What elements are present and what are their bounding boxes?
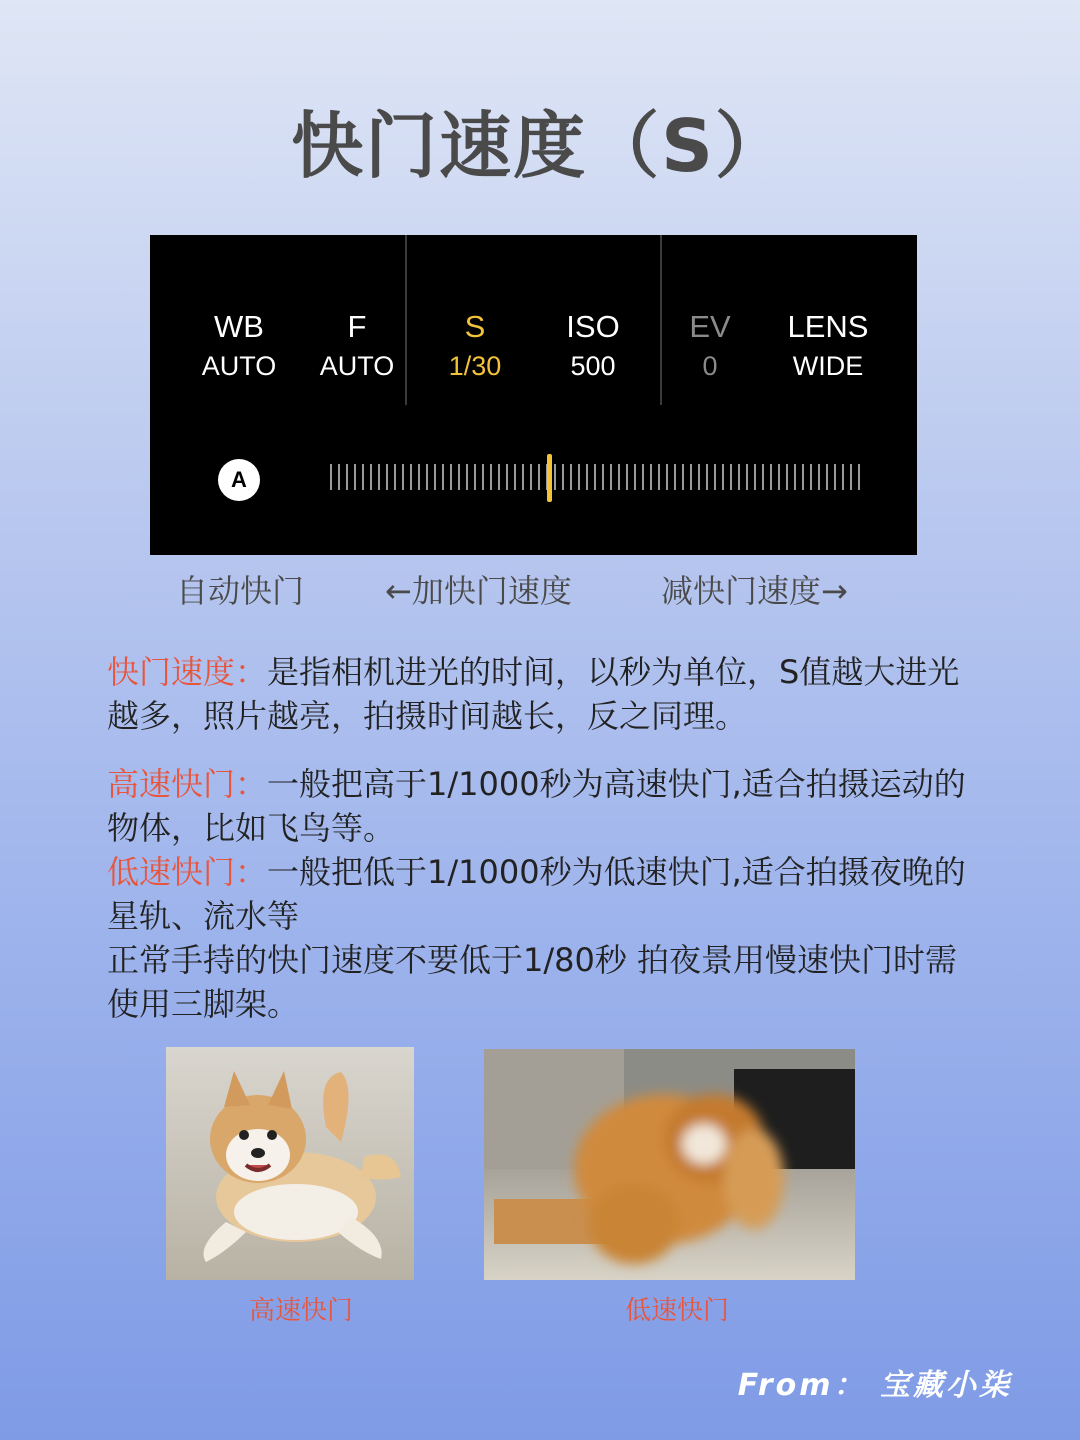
paragraph-text: 正常手持的快门速度不要低于1/80秒 拍夜景用慢速快门时需使用三脚架。 <box>107 941 958 1023</box>
slider-tick <box>794 464 796 490</box>
paragraph-high-speed <box>107 762 977 850</box>
slider-tick <box>786 464 788 490</box>
slider-tick <box>850 464 852 490</box>
slider-tick <box>674 464 676 490</box>
slider-tick <box>690 464 692 490</box>
slider-tick <box>658 464 660 490</box>
slider-tick <box>802 464 804 490</box>
slider-tick <box>842 464 844 490</box>
slider-tick <box>594 464 596 490</box>
slider-tick <box>482 464 484 490</box>
slider-tick <box>610 464 612 490</box>
slider-tick <box>522 464 524 490</box>
slider-tick <box>770 464 772 490</box>
slider-tick <box>666 464 668 490</box>
slider-tick <box>554 464 556 490</box>
slider-tick <box>698 464 700 490</box>
slider-tick <box>570 464 572 490</box>
low-speed-photo <box>484 1049 855 1280</box>
slider-tick <box>506 464 508 490</box>
slider-tick <box>426 464 428 490</box>
slider-tick <box>514 464 516 490</box>
low-speed-label: 低速快门 <box>624 1296 729 1326</box>
caption-auto: 自动快门 <box>176 572 305 610</box>
paragraph-text: 一般把高于1/1000秒为高速快门,适合拍摄运动的物体，比如飞鸟等。 <box>107 765 966 847</box>
slider-tick <box>434 464 436 490</box>
slider-tick <box>578 464 580 490</box>
param-wb[interactable] <box>179 307 299 385</box>
slider-tick <box>466 464 468 490</box>
shutter-speed-slider[interactable] <box>330 464 862 492</box>
param-value: AUTO <box>319 351 395 381</box>
slider-tick <box>490 464 492 490</box>
paragraph-low-speed <box>107 850 977 938</box>
param-f[interactable] <box>297 307 417 385</box>
slider-tick <box>738 464 740 490</box>
high-speed-photo <box>166 1047 414 1280</box>
slider-tick <box>442 464 444 490</box>
slider-tick <box>394 464 396 490</box>
camera-settings-panel <box>150 235 917 555</box>
blurred-dog-image <box>484 1049 855 1280</box>
slider-tick <box>386 464 388 490</box>
paragraph-label: 快门速度： <box>107 653 268 691</box>
slider-tick <box>338 464 340 490</box>
param-value: 0 <box>702 351 718 381</box>
slider-tick <box>706 464 708 490</box>
paragraph-label: 低速快门： <box>107 853 268 891</box>
slider-tick <box>498 464 500 490</box>
slider-tick <box>354 464 356 490</box>
param-ev[interactable] <box>650 307 770 385</box>
slider-tick <box>626 464 628 490</box>
slider-tick <box>778 464 780 490</box>
paragraph-label: 高速快门： <box>107 765 268 803</box>
slider-tick <box>458 464 460 490</box>
slider-tick <box>682 464 684 490</box>
slider-current-marker[interactable] <box>547 454 552 502</box>
param-key: ISO <box>566 309 620 344</box>
paragraph-text: 是指相机进光的时间，以秒为单位，S值越大进光越多，照片越亮，拍摄时间越长，反之同理。 <box>107 653 960 735</box>
param-s[interactable] <box>415 307 535 385</box>
slider-tick <box>362 464 364 490</box>
slider-tick <box>402 464 404 490</box>
auto-shutter-button[interactable]: A <box>218 459 260 501</box>
slider-tick <box>650 464 652 490</box>
slider-tick <box>714 464 716 490</box>
paragraph-handheld-tip <box>107 938 977 1026</box>
slider-tick <box>834 464 836 490</box>
slider-tick <box>810 464 812 490</box>
slider-tick <box>746 464 748 490</box>
param-value: AUTO <box>201 351 277 381</box>
slider-tick <box>418 464 420 490</box>
slider-tick <box>722 464 724 490</box>
param-key: S <box>464 309 486 344</box>
param-key: EV <box>689 309 731 344</box>
slider-tick <box>538 464 540 490</box>
param-value: 1/30 <box>448 351 502 381</box>
slider-tick <box>330 464 332 490</box>
slider-tick <box>618 464 620 490</box>
param-value: 500 <box>570 351 616 381</box>
slider-tick <box>586 464 588 490</box>
slider-tick <box>562 464 564 490</box>
page-title: 快门速度（S） <box>291 104 789 188</box>
param-value: WIDE <box>792 351 864 381</box>
slider-tick <box>730 464 732 490</box>
slider-tick <box>858 464 860 490</box>
paragraph-text: 一般把低于1/1000秒为低速快门,适合拍摄夜晚的星轨、流水等 <box>107 853 966 935</box>
author-credit: From： 宝藏小柒 <box>737 1368 1012 1403</box>
slider-tick <box>762 464 764 490</box>
slider-tick <box>530 464 532 490</box>
slider-tick <box>450 464 452 490</box>
slider-tick <box>370 464 372 490</box>
param-key: F <box>347 309 367 344</box>
caption-faster: ←加快门速度 <box>385 572 572 610</box>
high-speed-label: 高速快门 <box>248 1296 353 1326</box>
slider-tick <box>642 464 644 490</box>
param-key: WB <box>214 309 264 344</box>
param-lens[interactable] <box>768 307 888 385</box>
slider-tick <box>818 464 820 490</box>
slider-tick <box>754 464 756 490</box>
param-key: LENS <box>787 309 869 344</box>
param-iso[interactable] <box>533 307 653 385</box>
sharp-dog-image <box>166 1047 414 1280</box>
slider-tick <box>346 464 348 490</box>
caption-slower: 减快门速度→ <box>661 572 848 610</box>
slider-tick <box>634 464 636 490</box>
slider-tick <box>602 464 604 490</box>
slider-tick <box>474 464 476 490</box>
slider-tick <box>410 464 412 490</box>
slider-tick <box>826 464 828 490</box>
slider-tick <box>378 464 380 490</box>
paragraph-shutter-speed <box>107 650 977 738</box>
